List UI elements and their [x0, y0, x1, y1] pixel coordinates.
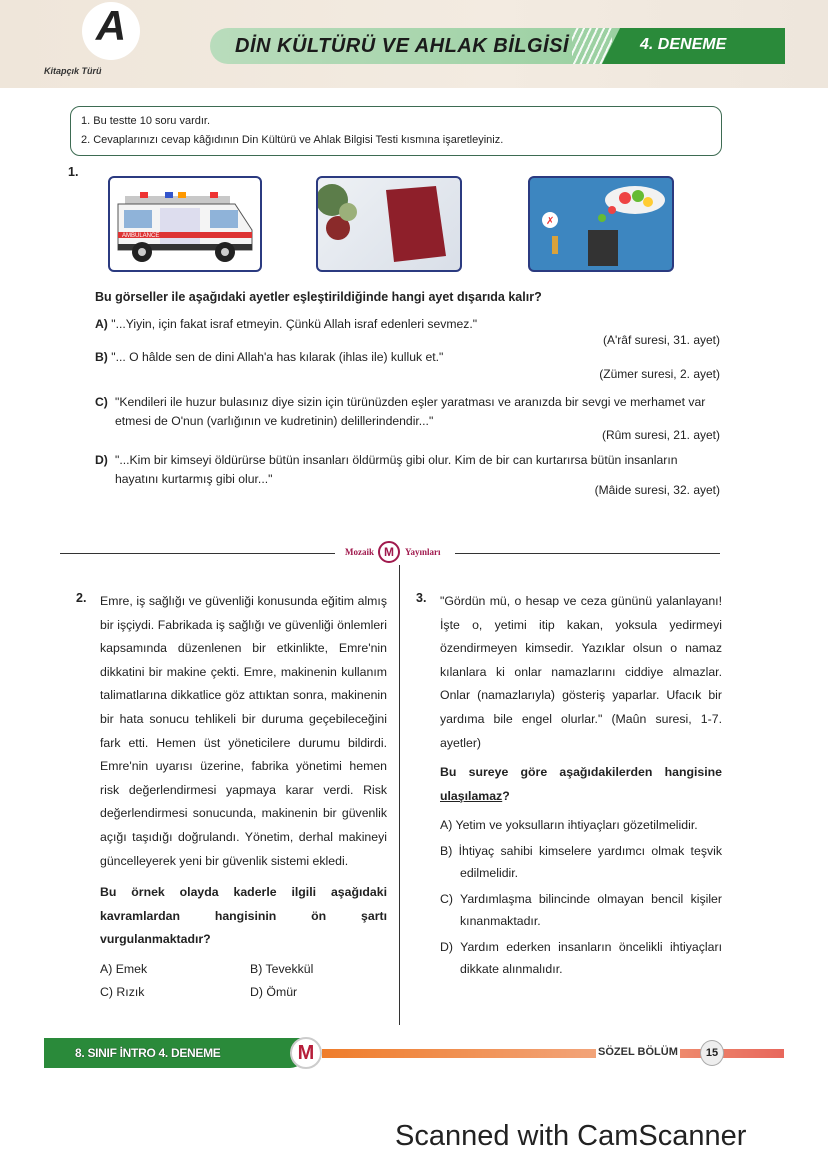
publisher-suffix: Yayınları — [405, 547, 441, 557]
option-text: "...Yiyin, için fakat israf etmeyin. Çünkü Allah israf edenleri sevmez." — [111, 317, 478, 331]
page-number: 15 — [700, 1040, 724, 1066]
publisher-name: Mozaik — [345, 547, 374, 557]
question-2 — [62, 590, 387, 1004]
booklet-label: Kitapçık Türü — [44, 66, 102, 76]
option-source: (A'râf suresi, 31. ayet) — [603, 333, 720, 347]
question-number: 2. — [76, 591, 87, 605]
instruction-item: 1. Bu testte 10 soru vardır. — [81, 115, 211, 127]
section-divider — [455, 553, 720, 554]
option-source: (Mâide suresi, 32. ayet) — [594, 483, 720, 497]
exam-number: 4. DENEME — [640, 36, 727, 53]
question-stem: Bu örnek olayda kaderle ilgili aşağıdaki kavramlardan hangisinin ön şartı vurgulanmaktadır? — [100, 885, 387, 947]
option-c[interactable] — [95, 393, 720, 431]
column-divider — [399, 565, 400, 1025]
stem-emphasis: ulaşılamaz — [440, 788, 503, 803]
holy-book-image — [316, 176, 462, 272]
publisher-logo-icon: M — [290, 1037, 322, 1069]
option-label: D) — [95, 453, 108, 467]
stem-end: ? — [502, 788, 510, 803]
option-b[interactable] — [95, 348, 720, 367]
question-text: "Gördün mü, o hesap ve ceza gününü yalanlayanı! İşte o, yetimi itip kakan, yoksula yedirmeyi özendirmeyen kimsedir. Yazıklar olsun o namaz kılanlara ki onlar namazlarını ciddiye almazlar. Onlar (namazlarıyla) gösteriş yaparlar. Ufacık bir yardıma bile engel olurlar." (Maûn suresi, 1-7. ayetler) — [440, 594, 722, 750]
option-source: (Rûm suresi, 21. ayet) — [601, 428, 720, 442]
subject-title: DİN KÜLTÜRÜ VE AHLAK BİLGİSİ — [235, 35, 569, 57]
question-stem — [440, 761, 722, 808]
option-b[interactable]: B) İhtiyaç sahibi kimselere yardımcı olmak teşvik edilmelidir. — [440, 844, 722, 881]
booklet-letter: A — [95, 2, 127, 49]
ambulance-image — [108, 176, 262, 272]
question-text: Emre, iş sağlığı ve güvenliği konusunda eğitim almış bir işçiydi. Fabrikada iş sağlığı ve güvenliği önlemleri kapsamında düzenlenen bir etkinlikte, Emre'nin dikkatini bir makine çekti. Emre, makinenin kullanım talimatlarına dikkatlice göz attıktan sonra, makinenin bir hata sonucu tehlikeli bir duruma geçebileceğini fark etti. Hemen üst yöneticilere durumu bildirdi. Emre'nin uyarısı üzerine, fabrika yönetimi hemen risk değerlendirmesi yapmaya karar verdi. Risk değerlendirmesi sonucunda, makinenin bir güvenlik açığı taşıdığı doğrulandı. Yönetim, derhal makineyi güncelleyerek yeni bir güvenlik sistemi ekledi. — [100, 594, 387, 868]
option-label: B) — [95, 350, 108, 364]
option-c[interactable]: C) Rızık — [100, 984, 145, 999]
option-text: "...Kim bir kimseyi öldürürse bütün insanları öldürmüş gibi olur. Kim de bir can kurtarırsa bütün insanların hayatını kurtarmış gibi olur..." — [115, 453, 678, 486]
option-a[interactable]: A) Yetim ve yoksulların ihtiyaçları gözetilmelidir. — [440, 818, 698, 833]
instructions-box — [70, 106, 722, 156]
question-number: 1. — [68, 165, 79, 179]
question-3 — [402, 590, 722, 980]
option-d[interactable]: D) Ömür — [250, 984, 298, 999]
scanner-watermark: Scanned with CamScanner — [395, 1120, 747, 1152]
option-source: (Zümer suresi, 2. ayet) — [599, 367, 720, 381]
option-c[interactable]: C) Yardımlaşma bilincinde olmayan bencil kişiler kınanmaktadır. — [440, 892, 722, 929]
food-waste-image — [528, 176, 674, 272]
stem-text: Bu sureye göre aşağıdakilerden hangisine — [440, 765, 722, 780]
option-b[interactable]: B) Tevekkül — [250, 961, 314, 976]
publisher-logo: M — [378, 541, 400, 563]
option-label: C) — [95, 395, 108, 409]
question-number: 3. — [416, 591, 427, 605]
footer-label: 8. SINIF İNTRO 4. DENEME — [75, 1046, 221, 1060]
option-a[interactable]: A) Emek — [100, 961, 148, 976]
section-label: SÖZEL BÖLÜM — [598, 1046, 678, 1058]
option-d[interactable]: D) Yardım ederken insanların öncelikli ihtiyaçları dikkate alınmalıdır. — [440, 940, 722, 977]
option-a[interactable] — [95, 315, 720, 334]
section-divider — [60, 553, 335, 554]
svg-text:✗: ✗ — [546, 216, 555, 227]
question-stem: Bu görseller ile aşağıdaki ayetler eşleştirildiğinde hangi ayet dışarıda kalır? — [95, 290, 542, 304]
instruction-item: 2. Cevaplarınızı cevap kâğıdının Din Kültürü ve Ahlak Bilgisi Testi kısmına işaretleyiniz. — [81, 134, 504, 146]
option-text: "Kendileri ile huzur bulasınız diye sizin için türünüzden eşler yaratması ve aranızda bir sevgi ve merhamet var etmesi de O'nun (varlığının ve kudretinin) delillerindendir..." — [115, 395, 706, 428]
option-label: A) — [95, 317, 108, 331]
ambulance-text: AMBULANCE — [122, 233, 160, 239]
option-text: "... O hâlde sen de dini Allah'a has kılarak (ihlas ile) kulluk et." — [111, 350, 444, 364]
